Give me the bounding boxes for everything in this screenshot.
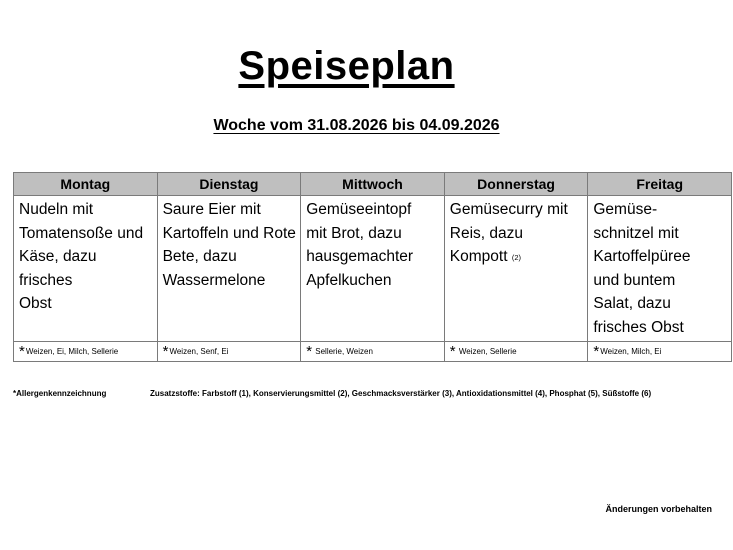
meal-line: Obst xyxy=(19,295,52,312)
disclaimer: Änderungen vorbehalten xyxy=(605,504,712,514)
allergen-cell xyxy=(157,342,301,362)
meal-line: Gemüsecurry mit xyxy=(449,201,568,218)
meal-line: Tomatensoße und xyxy=(19,224,144,242)
allergen-row xyxy=(14,342,732,362)
allergen-list: Weizen, Milch, Ei xyxy=(600,347,662,356)
meal-cell xyxy=(14,196,158,342)
meal-line: Kompott xyxy=(449,248,508,265)
allergen-cell xyxy=(588,342,732,362)
meal-line: Reis, dazu xyxy=(449,224,524,242)
allergen-cell xyxy=(14,342,158,362)
meal-line: schnitzel mit xyxy=(593,224,679,242)
week-range: Woche vom 31.08.2026 bis 04.09.2026 xyxy=(213,117,500,134)
meal-line: Kartoffeln und Rote xyxy=(162,224,296,242)
meal-row xyxy=(14,196,732,342)
meal-line: Kartoffelpüree xyxy=(593,248,691,265)
meal-line: hausgemachter xyxy=(306,248,414,265)
meal-line: frisches Obst xyxy=(593,318,684,336)
meal-cell xyxy=(444,196,588,342)
menu-table xyxy=(13,172,732,362)
meal-line: Wassermelone xyxy=(162,271,266,289)
meal-line: Saure Eier mit xyxy=(162,201,261,218)
allergen-mark: * xyxy=(593,343,600,360)
allergen-mark: * xyxy=(306,343,313,360)
meal-line: Salat, dazu xyxy=(593,295,671,312)
allergen-list: Weizen, Senf, Ei xyxy=(169,347,229,356)
allergen-cell xyxy=(301,342,445,362)
weekday-header: Montag xyxy=(14,173,158,196)
meal-line: Gemüse- xyxy=(593,201,658,218)
allergen-cell xyxy=(444,342,588,362)
meal-line: mit Brot, dazu xyxy=(306,224,402,242)
meal-cell xyxy=(588,196,732,342)
meal-line: Nudeln mit xyxy=(19,201,94,218)
meal-line-with-note xyxy=(450,245,585,270)
weekday-header: Freitag xyxy=(588,173,732,196)
allergen-mark: * xyxy=(19,343,25,360)
allergen-list: Weizen, Sellerie xyxy=(458,347,517,356)
weekday-header: Donnerstag xyxy=(444,173,588,196)
allergen-mark: * xyxy=(449,343,456,360)
weekday-header-row xyxy=(14,173,732,196)
allergen-list: Weizen, Ei, Milch, Sellerie xyxy=(25,347,119,356)
allergen-mark: * xyxy=(162,343,169,360)
allergen-list: Sellerie, Weizen xyxy=(315,347,373,356)
meal-line: Bete, dazu xyxy=(162,248,237,265)
page-title: Speiseplan xyxy=(238,44,455,88)
meal-line: Käse, dazu frisches xyxy=(19,248,97,289)
meal-line: und buntem xyxy=(593,271,676,289)
meal-cell xyxy=(301,196,445,342)
weekday-header: Mittwoch xyxy=(301,173,445,196)
meal-cell xyxy=(157,196,301,342)
meal-line: Gemüseeintopf xyxy=(306,201,412,218)
additives-legend: Zusatzstoffe: Farbstoff (1), Konservierungsmittel (2), Geschmacksverstärker (3), Antioxidationsmittel (4), Phosphat (5), Süßstoffe (6) xyxy=(150,389,652,398)
additive-note: (2) xyxy=(511,253,521,262)
meal-line: Apfelkuchen xyxy=(306,271,392,289)
weekday-header: Dienstag xyxy=(157,173,301,196)
allergen-legend: *Allergenkennzeichnung xyxy=(13,389,107,398)
